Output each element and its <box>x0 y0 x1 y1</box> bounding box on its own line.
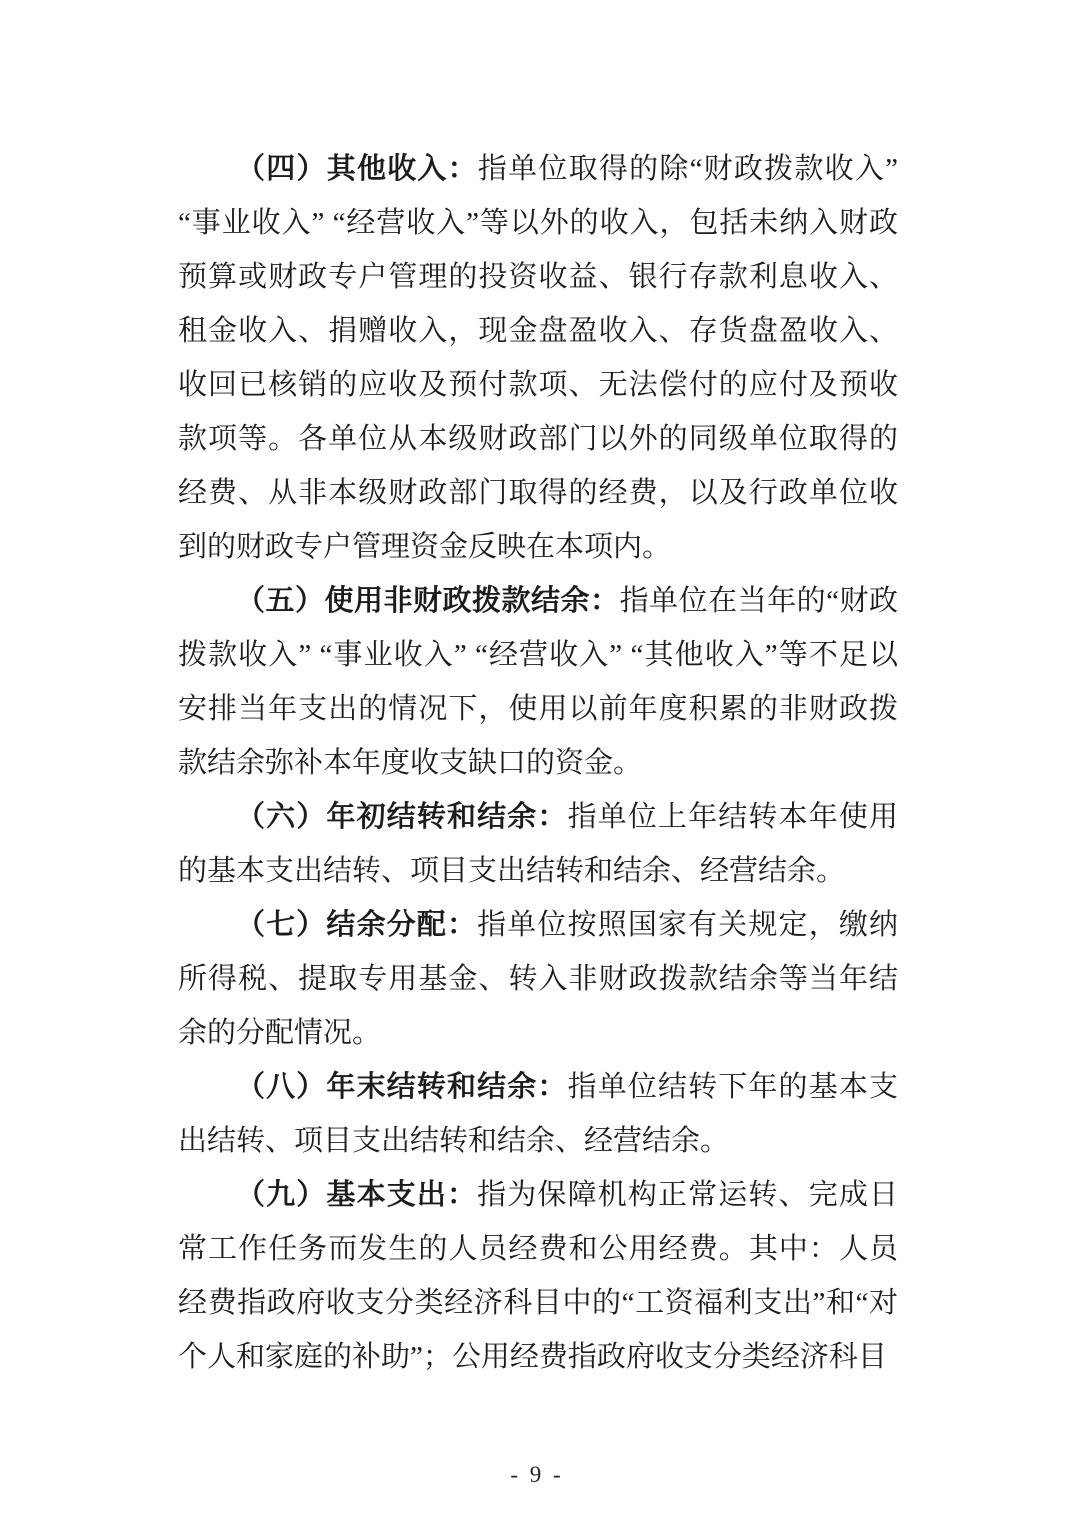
paragraph-text: 指单位结转下年的基本支出结转、项目支出结转和结余、经营结余。 <box>178 1071 898 1157</box>
paragraph-beginning-carryover <box>178 790 898 898</box>
paragraph-surplus-distribution <box>178 898 898 1060</box>
paragraph-text: 指单位上年结转本年使用的基本支出结转、项目支出结转和结余、经营结余。 <box>178 801 898 887</box>
paragraph-heading: （九）基本支出： <box>236 1179 478 1211</box>
paragraph-heading: （八）年末结转和结余： <box>236 1071 568 1103</box>
page-number: - 9 - <box>510 1462 564 1487</box>
paragraph-heading: （四）其他收入： <box>236 153 478 185</box>
paragraph-basic-expenditure <box>178 1168 898 1384</box>
paragraph-use-nonfiscal-surplus <box>178 574 898 790</box>
paragraph-text: 指单位取得的除“财政拨款收入” “事业收入” “经营收入”等以外的收入，包括未纳入财政预算或财政专户管理的投资收益、银行存款利息收入、租金收入、捐赠收入，现金盘盈收入、存货盘盈收入、收回已核销的应收及预付款项、无法偿付的应付及预收款项等。各单位从本级财政部门以外的同级单位取得的经费、从非本级财政部门取得的经费，以及行政单位收到的财政专户管理资金反映在本项内。 <box>178 153 898 563</box>
paragraph-yearend-carryover <box>178 1060 898 1168</box>
paragraph-other-income <box>178 142 898 574</box>
paragraph-text: 指为保障机构正常运转、完成日常工作任务而发生的人员经费和公用经费。其中：人员经费指政府收支分类经济科目中的“工资福利支出”和“对个人和家庭的补助”；公用经费指政府收支分类经济科目 <box>178 1179 898 1373</box>
paragraph-heading: （五）使用非财政拨款结余： <box>236 585 620 617</box>
paragraph-text: 指单位按照国家有关规定，缴纳所得税、提取专用基金、转入非财政拨款结余等当年结余的分配情况。 <box>178 909 898 1049</box>
paragraph-text: 指单位在当年的“财政拨款收入” “事业收入” “经营收入” “其他收入”等不足以安排当年支出的情况下，使用以前年度积累的非财政拨款结余弥补本年度收支缺口的资金。 <box>178 585 898 779</box>
page-footer <box>0 1460 1074 1490</box>
document-body <box>178 142 898 1384</box>
paragraph-heading: （六）年初结转和结余： <box>236 801 568 833</box>
paragraph-heading: （七）结余分配： <box>236 909 478 941</box>
